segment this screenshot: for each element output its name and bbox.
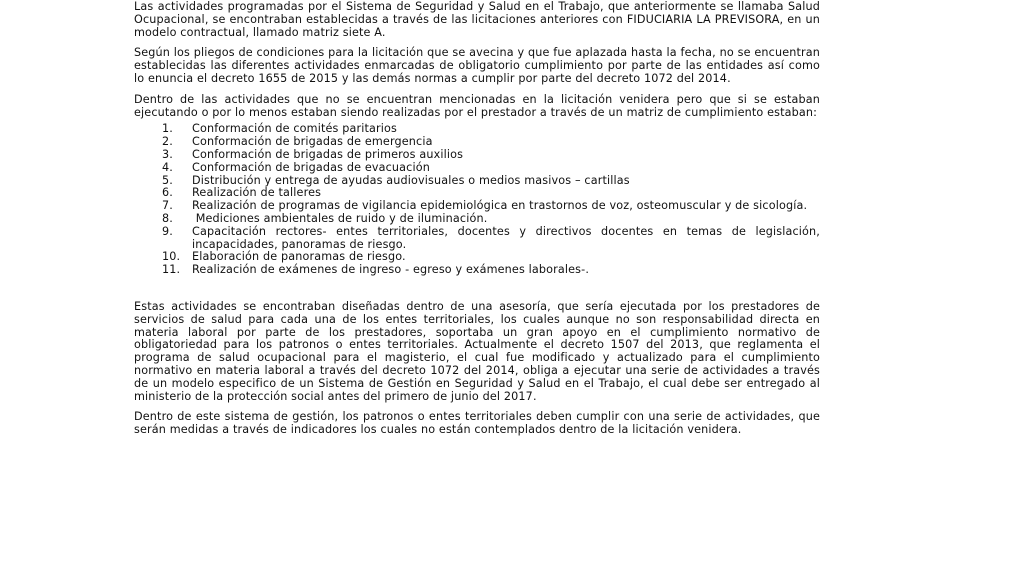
list-item-number: 11. <box>162 263 181 277</box>
list-item <box>134 264 820 277</box>
paragraph-intro: Las actividades programadas por el Sistema de Seguridad y Salud en el Trabajo, que anteriormente se llamaba Salud Ocupacional, se encontraban establecidas a través de las licitaciones anteriores con FIDUCIARIA LA PREVISORA, en un modelo contractual, llamado matriz siete A. <box>134 0 820 39</box>
list-item-number: 8. <box>162 211 173 225</box>
list-item-text: Realización de exámenes de ingreso - egreso y exámenes laborales-. <box>192 263 590 277</box>
list-item-text: Conformación de brigadas de primeros auxilios <box>192 147 464 161</box>
list-item-number: 4. <box>162 160 173 174</box>
list-item-text: Conformación de brigadas de evacuación <box>192 160 430 174</box>
list-item-number: 6. <box>162 186 173 200</box>
paragraph-pliegos: Según los pliegos de condiciones para la licitación que se avecina y que fue aplazada hasta la fecha, no se encuentran establecidas las diferentes actividades enmarcadas de obligatorio cumplimiento por parte de las entidades así como lo enuncia el decreto 1655 de 2015 y las demás normas a cumplir por parte del decreto 1072 del 2014. <box>134 46 820 85</box>
list-item-text: Realización de programas de vigilancia epidemiológica en trastornos de voz, osteomuscular y de sicología. <box>192 199 808 213</box>
activities-list <box>134 123 820 277</box>
list-item-number: 3. <box>162 147 173 161</box>
list-item-text: Elaboración de panoramas de riesgo. <box>192 250 406 264</box>
list-item-text: Capacitación rectores- entes territoriales, docentes y directivos docentes en temas de legislación, incapacidades, panoramas de riesgo. <box>192 224 820 251</box>
list-item-text: Conformación de comités paritarios <box>192 122 398 136</box>
list-item-text: Mediciones ambientales de ruido y de iluminación. <box>192 211 488 225</box>
paragraph-asesoria: Estas actividades se encontraban diseñadas dentro de una asesoría, que sería ejecutada por los prestadores de servicios de salud para cada una de los entes territoriales, los cuales aunque no son responsabilidad directa en materia laboral por parte de los prestadores, soportaba un gran apoyo en el cumplimiento normativo de obligatoriedad para los patronos o entes territoriales. Actualmente el decreto 1507 del 2013, que reglamenta el programa de salud ocupacional para el magisterio, el cual fue modificado y actualizado para el cumplimiento normativo en materia laboral a través del decreto 1072 del 2014, obliga a ejecutar una serie de actividades a través de un modelo especifico de un Sistema de Gestión en Seguridad y Salud en el Trabajo, el cual debe ser entregado al ministerio de la protección social antes del primero de junio del 2017. <box>134 299 820 403</box>
list-item-number: 5. <box>162 173 173 187</box>
list-item-text: Realización de talleres <box>192 186 322 200</box>
document-body <box>134 1 820 445</box>
list-item-text: Conformación de brigadas de emergencia <box>192 135 433 149</box>
list-item-text: Distribución y entrega de ayudas audiovisuales o medios masivos – cartillas <box>192 173 630 187</box>
paragraph-list-intro: Dentro de las actividades que no se encuentran mencionadas en la licitación venidera pero que si se estaban ejecutando o por lo menos estaban siendo realizadas por el prestador a través de un matriz de cumplimiento estaban: <box>134 92 820 119</box>
paragraph-sistema-gestion: Dentro de este sistema de gestión, los patronos o entes territoriales deben cumplir con una serie de actividades, que serán medidas a través de indicadores los cuales no están contemplados dentro de la licitación venidera. <box>134 410 820 437</box>
list-item-number: 1. <box>162 122 173 136</box>
list-item-number: 9. <box>162 224 173 238</box>
list-item-number: 2. <box>162 135 173 149</box>
list-item <box>134 226 820 252</box>
list-item-number: 7. <box>162 199 173 213</box>
list-item-number: 10. <box>162 250 181 264</box>
